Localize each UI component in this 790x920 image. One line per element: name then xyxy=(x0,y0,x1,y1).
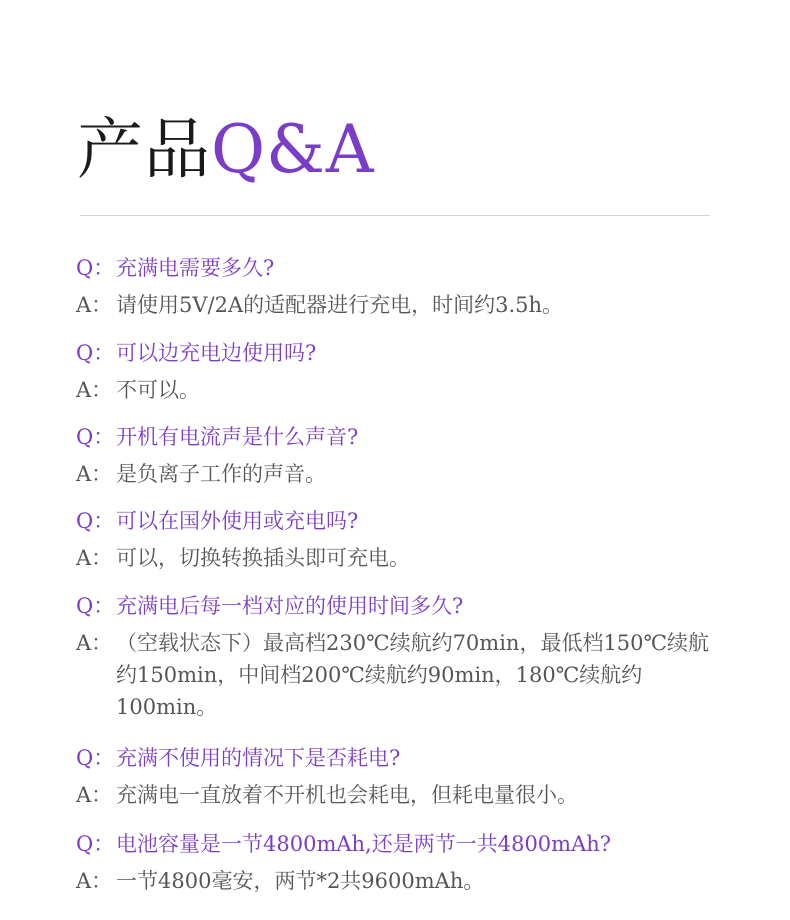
answer-prefix: A： xyxy=(76,293,113,317)
question-line xyxy=(76,590,716,622)
answer-prefix: A： xyxy=(76,783,113,807)
answer-text: （空载状态下）最高档230℃续航约70min，最低档150℃续航约150min，中间档200℃续航约90min，180℃续航约100min。 xyxy=(116,631,710,719)
answer-text: 请使用5V/2A的适配器进行充电，时间约3.5h。 xyxy=(116,293,564,317)
question-text: 开机有电流声是什么声音? xyxy=(116,425,359,449)
qa-list xyxy=(76,252,716,897)
page-title-product: 产品 xyxy=(77,111,211,188)
question-text: 电池容量是一节4800mAh,还是两节一共4800mAh? xyxy=(116,832,612,856)
question-line xyxy=(76,505,716,537)
page-title xyxy=(77,112,375,188)
question-prefix: Q： xyxy=(76,832,115,856)
question-text: 可以在国外使用或充电吗? xyxy=(116,509,359,533)
qa-item xyxy=(76,337,716,406)
page-title-qa: Q&A xyxy=(211,111,375,188)
answer-prefix: A： xyxy=(76,462,113,486)
question-prefix: Q： xyxy=(76,341,115,365)
answer-text: 充满电一直放着不开机也会耗电，但耗电量很小。 xyxy=(116,783,578,807)
answer-line xyxy=(76,289,716,321)
question-line xyxy=(76,337,716,369)
qa-item xyxy=(76,742,716,811)
question-text: 充满电后每一档对应的使用时间多久? xyxy=(116,594,464,618)
qa-item xyxy=(76,505,716,574)
question-prefix: Q： xyxy=(76,425,115,449)
title-divider xyxy=(80,215,710,216)
question-line xyxy=(76,828,716,860)
question-prefix: Q： xyxy=(76,594,115,618)
answer-text: 是负离子工作的声音。 xyxy=(116,462,326,486)
question-prefix: Q： xyxy=(76,509,115,533)
answer-line xyxy=(76,627,716,723)
answer-line xyxy=(76,458,716,490)
question-line xyxy=(76,421,716,453)
question-text: 充满电需要多久? xyxy=(116,256,275,280)
question-line xyxy=(76,252,716,284)
question-prefix: Q： xyxy=(76,746,115,770)
answer-line xyxy=(76,865,716,897)
answer-text: 一节4800毫安，两节*2共9600mAh。 xyxy=(116,869,485,893)
question-text: 可以边充电边使用吗? xyxy=(116,341,317,365)
answer-prefix: A： xyxy=(76,869,113,893)
answer-prefix: A： xyxy=(76,546,113,570)
answer-prefix: A： xyxy=(76,378,113,402)
answer-line xyxy=(76,374,716,406)
question-prefix: Q： xyxy=(76,256,115,280)
qa-item xyxy=(76,828,716,897)
answer-prefix: A： xyxy=(76,631,113,655)
question-text: 充满不使用的情况下是否耗电? xyxy=(116,746,401,770)
answer-line xyxy=(76,542,716,574)
qa-item xyxy=(76,421,716,490)
answer-text: 不可以。 xyxy=(116,378,200,402)
question-line xyxy=(76,742,716,774)
answer-line xyxy=(76,779,716,811)
qa-item xyxy=(76,590,716,723)
answer-text: 可以，切换转换插头即可充电。 xyxy=(116,546,410,570)
qa-item xyxy=(76,252,716,321)
